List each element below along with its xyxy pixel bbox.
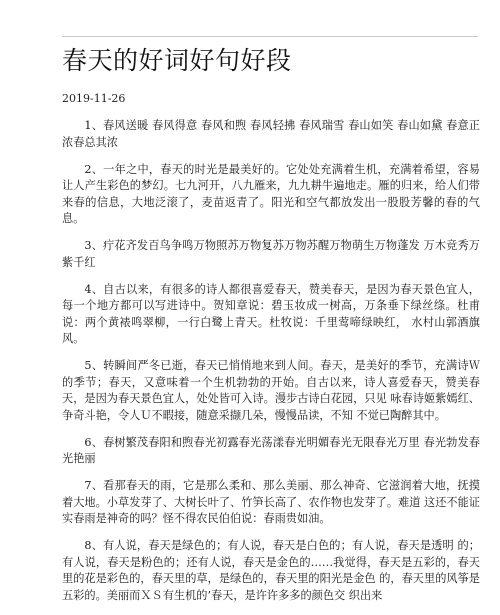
paragraph-6: 6、春树繁茂春阳和煦春光初露春光荡漾春光明媚春光无限春光万里 春光勃发春光艳丽 [62,435,480,465]
publish-date: 2019-11-26 [62,92,126,105]
paragraph-7: 7、看那春天的雨，它是那么柔和、那么美丽、那么神奇、它滋润着大地，抚摸着大地。小草发芽了、大树长叶了、竹笋长高了、农作物也发芽了。难道 这还不能证实春雨是神奇的吗？怪不得农民伯伯说：春雨贵如油。 [62,479,480,525]
article-body [62,118,480,615]
paragraph-8: 8、有人说，春天是绿色的；有人说，春天是白色的；有人说，春天是透明 的；有人说，春天是粉色的；还有人说，春天是金色的……我觉得，春天是五彩的，春天里的花是彩色的，春天里的草，是绿色的，春天里的阳光是金色 的，春天里的风筝是五彩的。美丽而ＸＳ有生机的’春天，是许许多多的颜色交 织出来 [62,539,480,602]
paragraph-2: 2、一年之中，春天的时光是最美好的。它处处充满着生机，充满着希望，容易让人产生彩色的梦幻。七九河开，八九雁来，九九耕牛遍地走。雁的归来，给人们带来春的信息，大地泛滚了，麦苗返青了。阳光和空气都放发出一股股芳馨的春的气息。 [62,162,480,225]
header-divider [62,36,478,37]
paragraph-3: 3、疔花齐发百鸟争鸣万物照苏万物复苏万物苏醒万物萌生万物蓬发 万木竞秀万紫千红 [62,239,480,269]
paragraph-4: 4、自古以来，有很多的诗人都很喜爱春天，赞美春天，是因为春天景色宜人，每一个地方都可以写进诗中。贺知章说：碧玉妆成一树高，万条垂下绿丝绦。杜甫说：两个黄裱鸣翠柳，一行白鹭上青天。杜牧说：千里莺啼绿映红， 水村山郭酒旗风。 [62,282,480,345]
paragraph-5: 5、转瞬间严冬已逝，春天已悄悄地来到人间。春天，是美好的季节，充满诗Ｗ的季节；春天，又意味着一个生机勃勃的开始。自古以来，诗人喜爱春天，赞美春天，是因为春天景色宜人，处处皆可入诗。漫步古诗白花园，只见 咏春诗姬紫嫣红、争奇斗艳，令人Ｕ不暇接，随意采撷几朵，慢慢品读，不知 不觉已陶醉其中。 [62,359,480,422]
paragraph-1: 1、春风送暖 春风得意 春风和煦 春风轻拂 春风瑞雪 春山如笑 春山如黛 春意正浓春总其浓 [62,119,480,149]
page-title: 春天的好词好句好段 [62,46,292,75]
